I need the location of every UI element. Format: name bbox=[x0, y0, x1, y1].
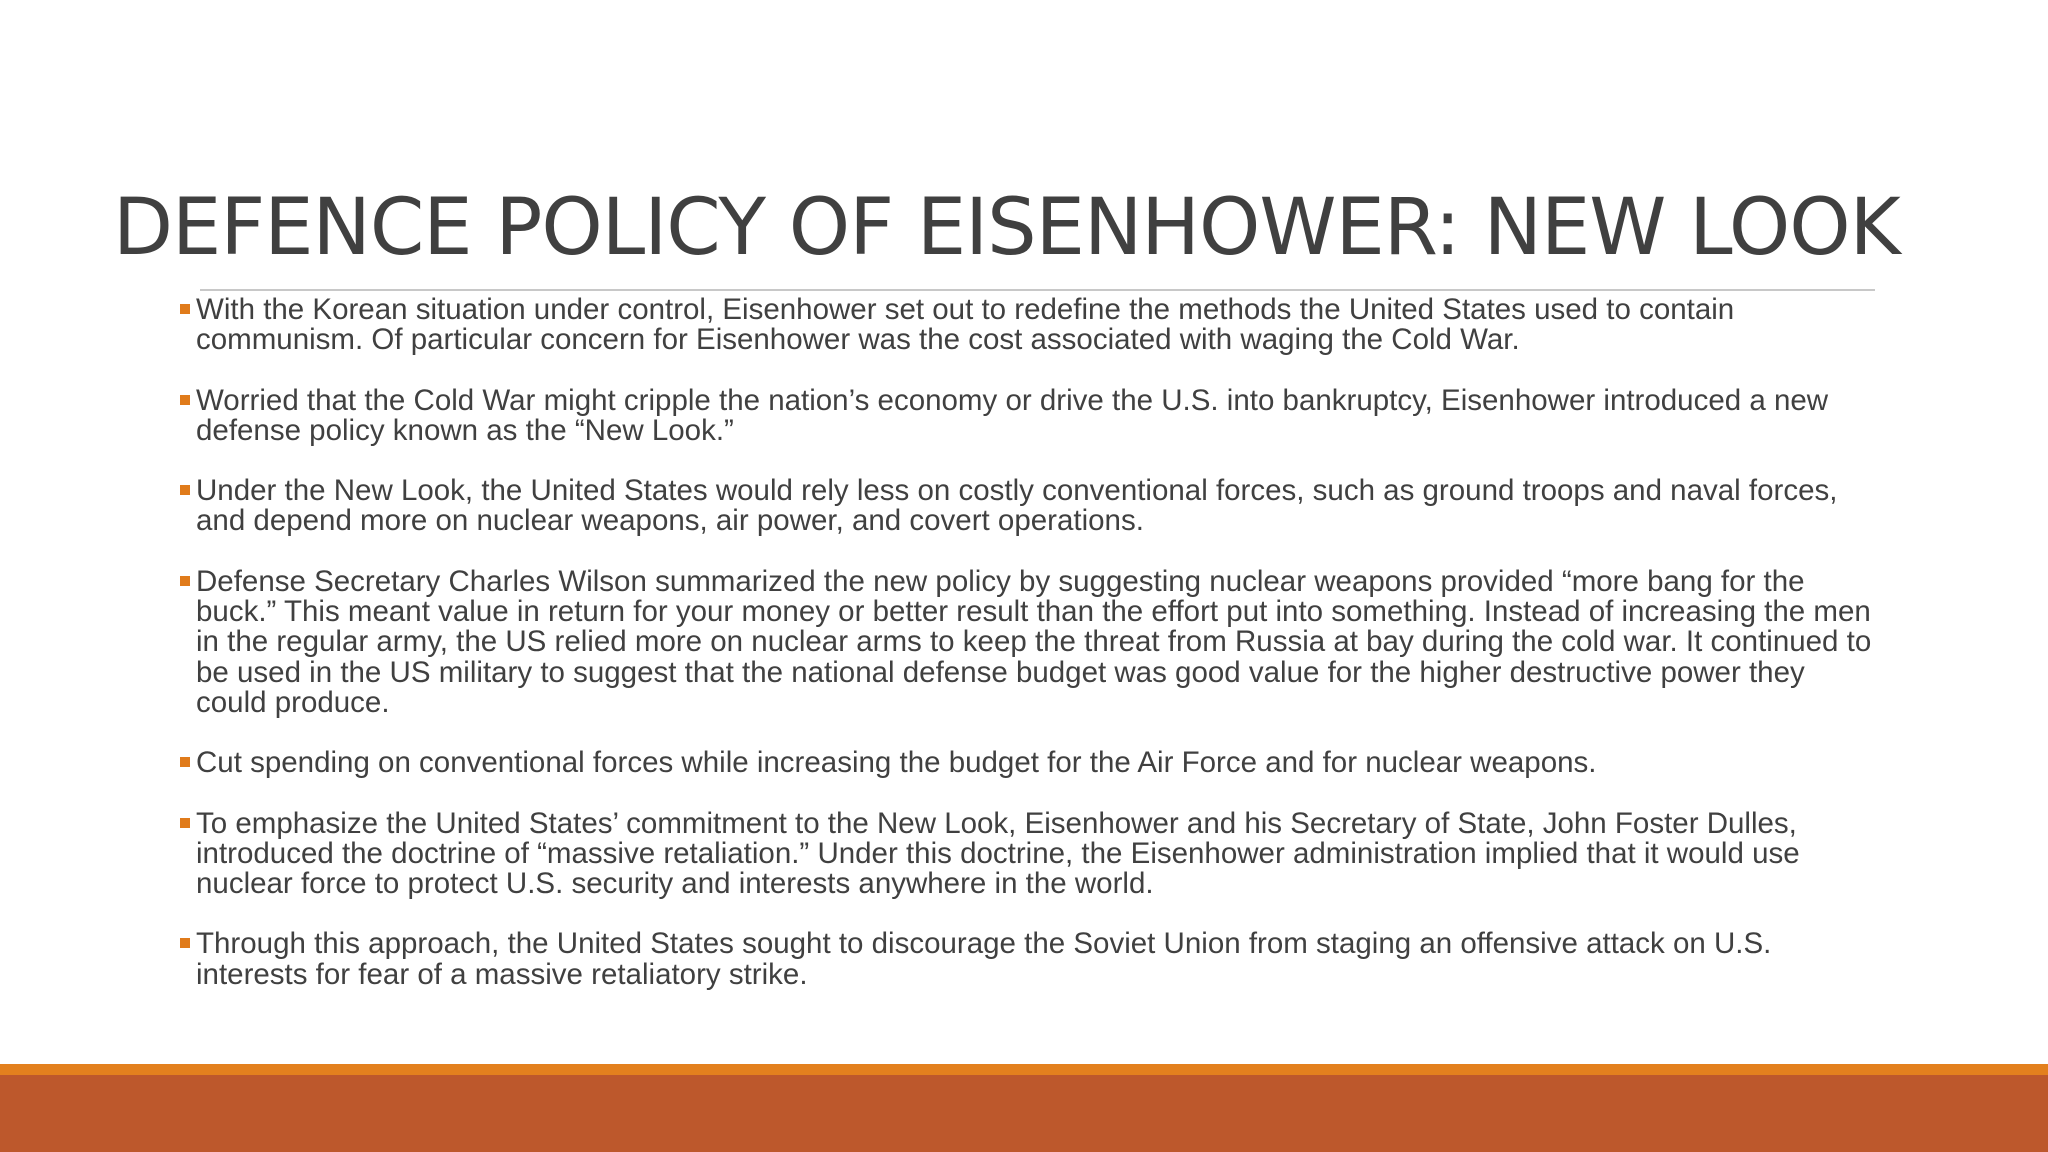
square-bullet-icon bbox=[180, 757, 190, 767]
bullet-item bbox=[180, 476, 1880, 537]
footer-bar bbox=[0, 1075, 2048, 1152]
bullet-text: Through this approach, the United States sought to discourage the Soviet Union from staging an offensive attack on U.S. interests for fear of a massive retaliatory strike. bbox=[196, 927, 1772, 991]
bullet-text: Worried that the Cold War might cripple the nation’s economy or drive the U.S. into bankruptcy, Eisenhower introduced a new defense policy known as the “New Look.” bbox=[196, 383, 1829, 447]
bullet-text: With the Korean situation under control, Eisenhower set out to redefine the methods the United States used to contain communism. Of particular concern for Eisenhower was the cost associated with waging the Cold War. bbox=[196, 293, 1735, 357]
square-bullet-icon bbox=[180, 304, 190, 314]
bullet-text: To emphasize the United States’ commitment to the New Look, Eisenhower and his Secretary of State, John Foster Dulles, introduced the doctrine of “massive retaliation.” Under this doctrine, the Eisenhower administration implied that it would use nuclear force to protect U.S. security and interests anywhere in the world. bbox=[196, 806, 1800, 901]
slide-title: DEFENCE POLICY OF EISENHOWER: NEW LOOK bbox=[113, 183, 1900, 273]
square-bullet-icon bbox=[180, 485, 190, 495]
bullet-text: Defense Secretary Charles Wilson summarized the new policy by suggesting nuclear weapons provided “more bang for the buck.” This meant value in return for your money or better result than the effort put into something. Instead of increasing the men in the regular army, the US relied more on nuclear arms to keep the threat from Russia at bay during the cold war. It continued to be used in the US military to suggest that the national defense budget was good value for the higher destructive power they could produce. bbox=[196, 564, 1872, 719]
bullet-item bbox=[180, 295, 1880, 356]
bullet-item bbox=[180, 564, 1880, 719]
bullet-item bbox=[180, 748, 1880, 778]
bullet-item bbox=[180, 806, 1880, 901]
bullet-item bbox=[180, 929, 1880, 990]
bullet-item bbox=[180, 383, 1880, 447]
bullet-text: Cut spending on conventional forces while increasing the budget for the Air Force and for nuclear weapons. bbox=[196, 746, 1597, 780]
square-bullet-icon bbox=[180, 818, 190, 828]
square-bullet-icon bbox=[180, 395, 190, 405]
square-bullet-icon bbox=[180, 938, 190, 948]
title-divider bbox=[200, 289, 1875, 291]
bullet-list bbox=[180, 295, 1880, 1020]
bullet-text: Under the New Look, the United States would rely less on costly conventional forces, such as ground troops and naval forces, and depend more on nuclear weapons, air power, and covert operations. bbox=[196, 474, 1838, 538]
footer-accent-stripe bbox=[0, 1064, 2048, 1075]
square-bullet-icon bbox=[180, 576, 190, 586]
